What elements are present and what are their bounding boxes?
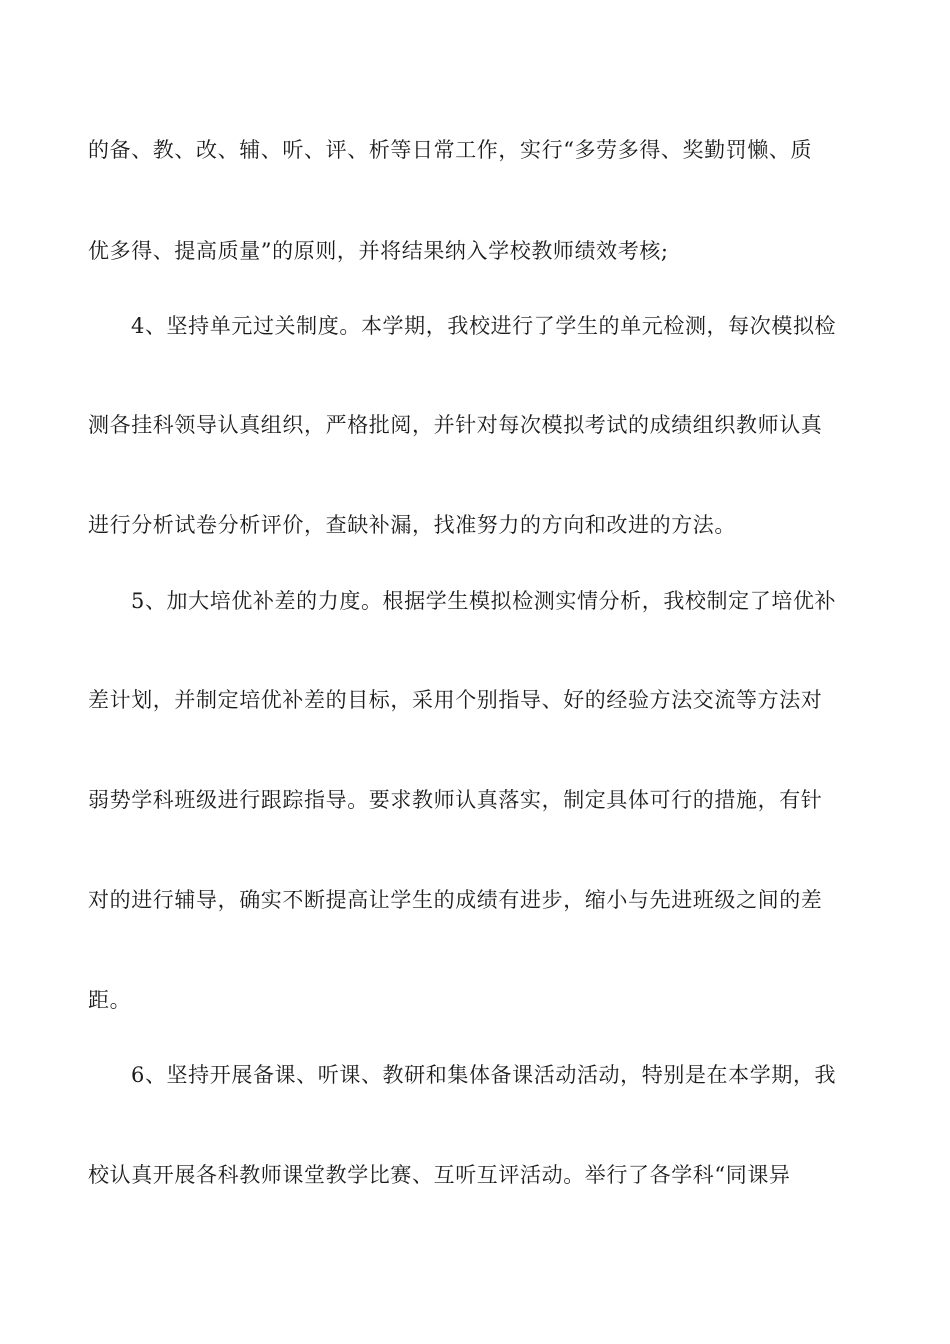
line-text: 进行分析试卷分析评价，查缺补漏，找准努力的方向和改进的方法。	[88, 513, 736, 537]
text-line	[0, 680, 950, 720]
text-line	[0, 980, 950, 1020]
text-line	[0, 130, 950, 170]
line-text: 4、坚持单元过关制度。本学期，我校进行了学生的单元检测，每次模拟检	[131, 314, 837, 338]
text-line	[0, 306, 950, 346]
line-text: 6、坚持开展备课、听课、教研和集体备课活动活动，特别是在本学期，我	[131, 1063, 837, 1087]
line-text: 优多得、提高质量”的原则，并将结果纳入学校教师绩效考核;	[88, 239, 669, 263]
line-text: 弱势学科班级进行跟踪指导。要求教师认真落实，制定具体可行的措施，有针	[88, 788, 823, 812]
line-text: 5、加大培优补差的力度。根据学生模拟检测实情分析，我校制定了培优补	[131, 589, 837, 613]
line-text: 的备、教、改、辅、听、评、析等日常工作，实行“多劳多得、奖勤罚懒、质	[88, 138, 813, 162]
text-line	[0, 581, 950, 621]
line-text: 距。	[88, 988, 132, 1012]
text-line	[0, 1155, 950, 1195]
line-text: 对的进行辅导，确实不断提高让学生的成绩有进步，缩小与先进班级之间的差	[88, 888, 823, 912]
line-text: 差计划，并制定培优补差的目标，采用个别指导、好的经验方法交流等方法对	[88, 688, 823, 712]
text-line	[0, 780, 950, 820]
text-line	[0, 405, 950, 445]
line-text: 测各挂科领导认真组织，严格批阅，并针对每次模拟考试的成绩组织教师认真	[88, 413, 823, 437]
text-line	[0, 880, 950, 920]
text-line	[0, 231, 950, 271]
line-text: 校认真开展各科教师课堂教学比赛、互听互评活动。举行了各学科“同课异	[88, 1163, 791, 1187]
text-line	[0, 1055, 950, 1095]
text-line	[0, 505, 950, 545]
